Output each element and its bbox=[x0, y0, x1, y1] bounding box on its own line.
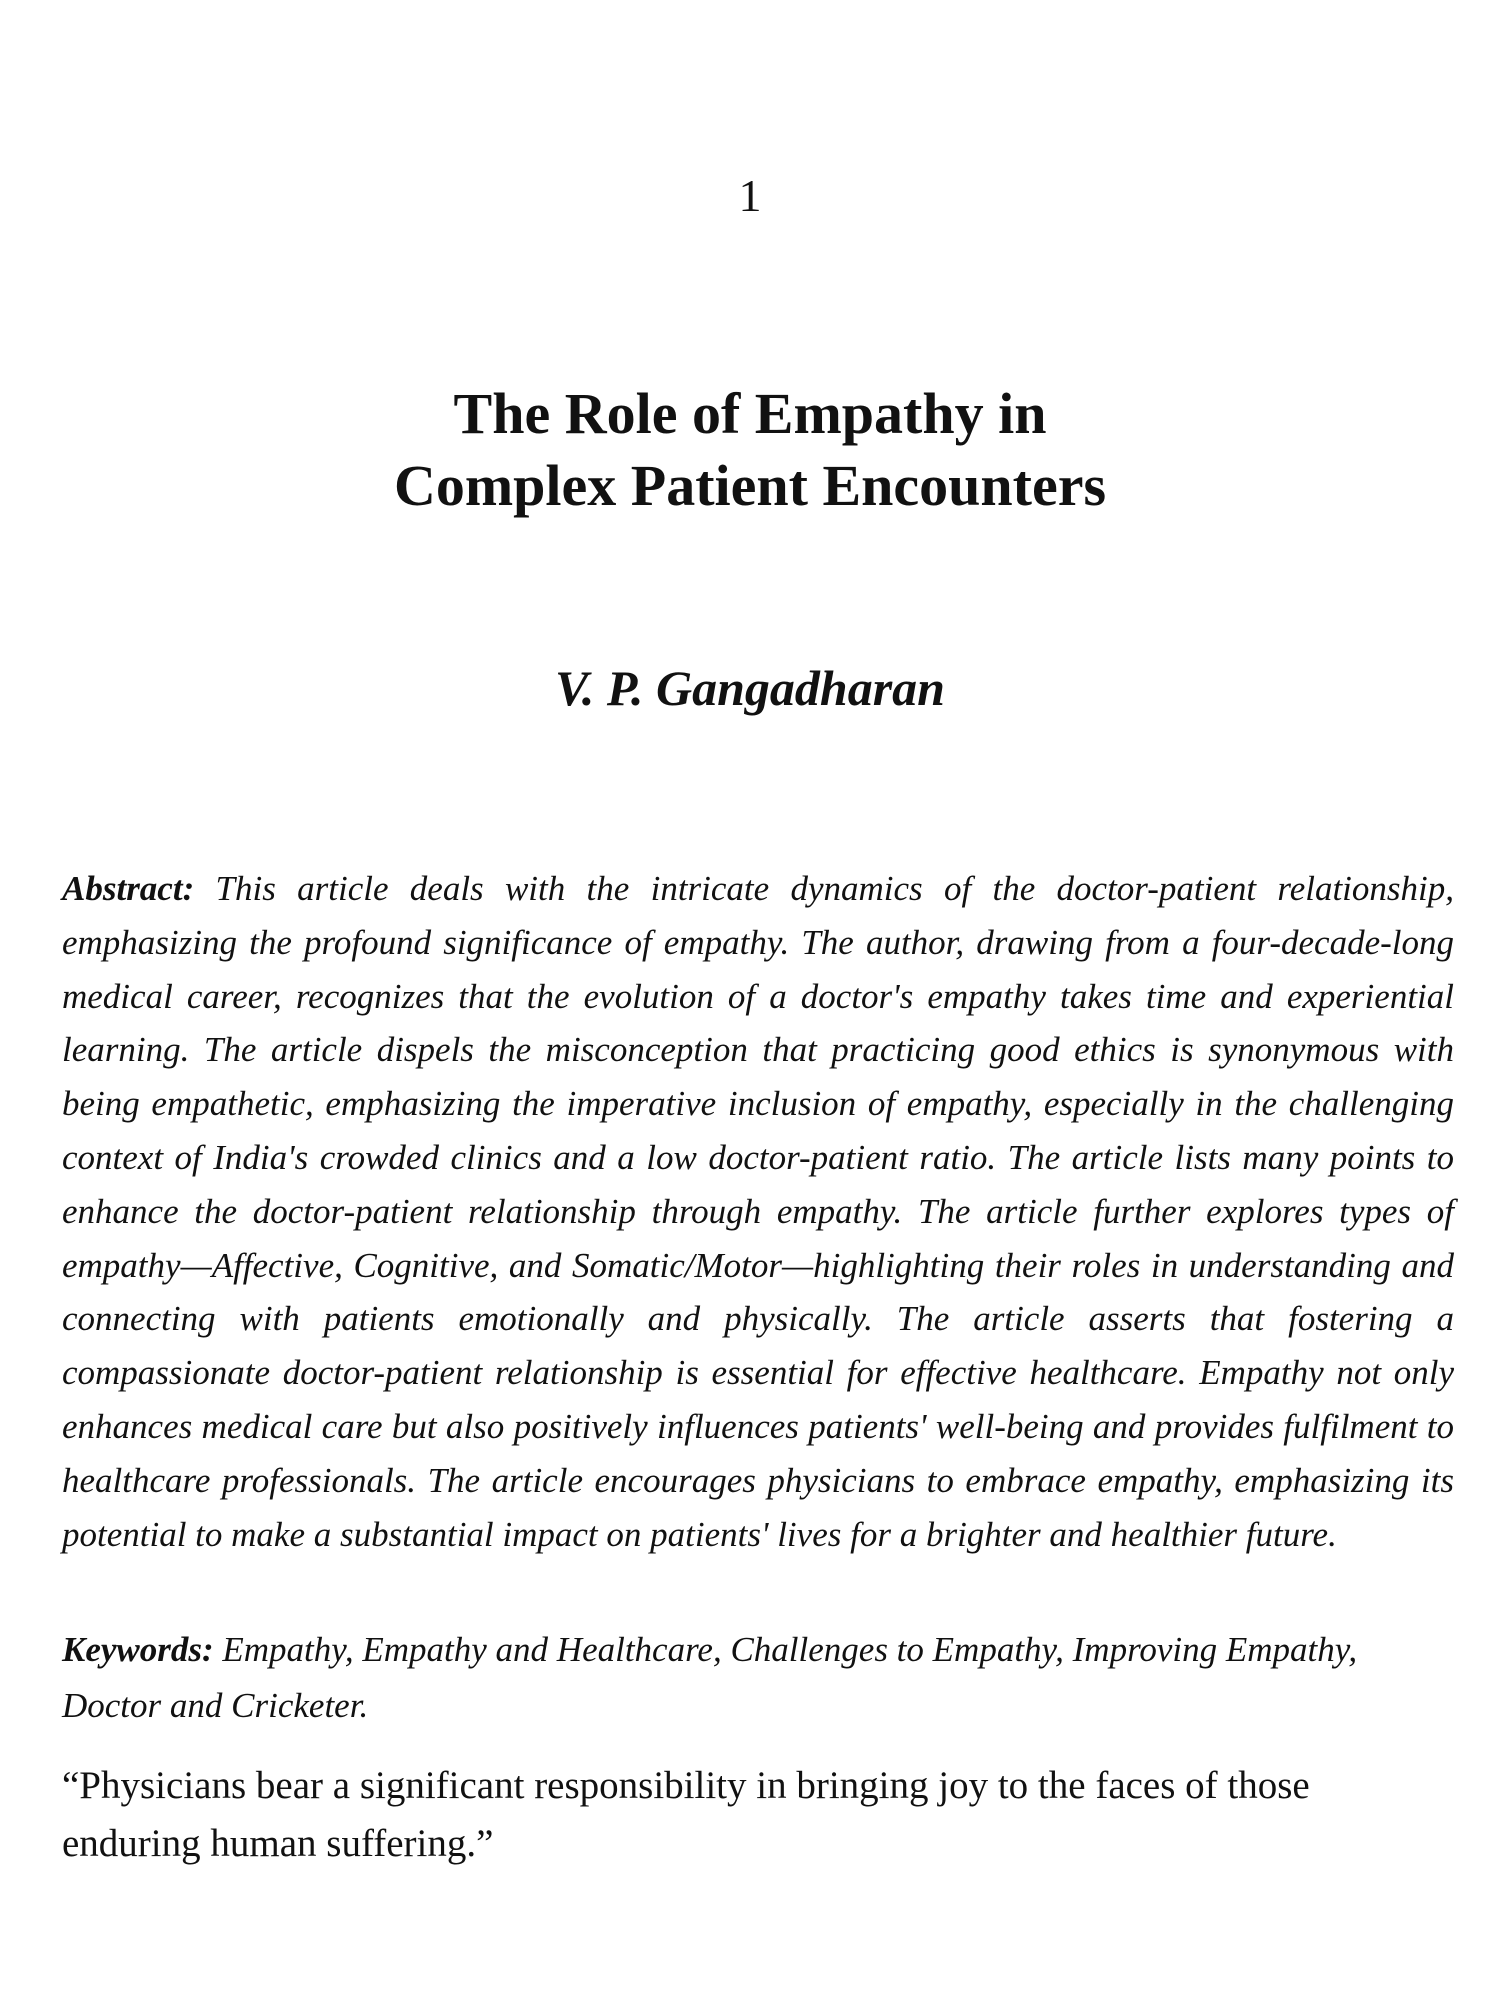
abstract-paragraph bbox=[62, 862, 1454, 1561]
keywords-label: Keywords: bbox=[62, 1630, 214, 1669]
chapter-number: 1 bbox=[738, 170, 762, 221]
keywords-text: Empathy, Empathy and Healthcare, Challenges to Empathy, Improving Empathy, Doctor and Cricketer. bbox=[62, 1630, 1358, 1725]
abstract-label: Abstract: bbox=[62, 869, 195, 908]
author-name: V. P. Gangadharan bbox=[555, 660, 945, 716]
chapter-title bbox=[0, 378, 1500, 522]
epigraph-quote: “Physicians bear a significant responsibility in bringing joy to the faces of those enduring human suffering.” bbox=[62, 1764, 1310, 1865]
abstract-text: This article deals with the intricate dynamics of the doctor-patient relationship, emphasizing the profound significance of empathy. The author, drawing from a four-decade-long medical career, recognizes that the evolution of a doctor's empathy takes time and experiential learning. The article dispels the misconception that practicing good ethics is synonymous with being empathetic, emphasizing the imperative inclusion of empathy, especially in the challenging context of India's crowded clinics and a low doctor-patient ratio. The article lists many points to enhance the doctor-patient relationship through empathy. The article further explores types of empathy—Affective, Cognitive, and Somatic/Motor—highlighting their roles in understanding and connecting with patients emotionally and physically. The article asserts that fostering a compassionate doctor-patient relationship is essential for effective healthcare. Empathy not only enhances medical care but also positively influences patients' well-being and provides fulfilment to healthcare professionals. The article encourages physicians to embrace empathy, emphasizing its potential to make a substantial impact on patients' lives for a brighter and healthier future. bbox=[62, 869, 1454, 1554]
chapter-title-line-2: Complex Patient Encounters bbox=[393, 453, 1107, 518]
keywords-paragraph bbox=[62, 1622, 1454, 1734]
chapter-title-line-1: The Role of Empathy in bbox=[453, 381, 1047, 446]
